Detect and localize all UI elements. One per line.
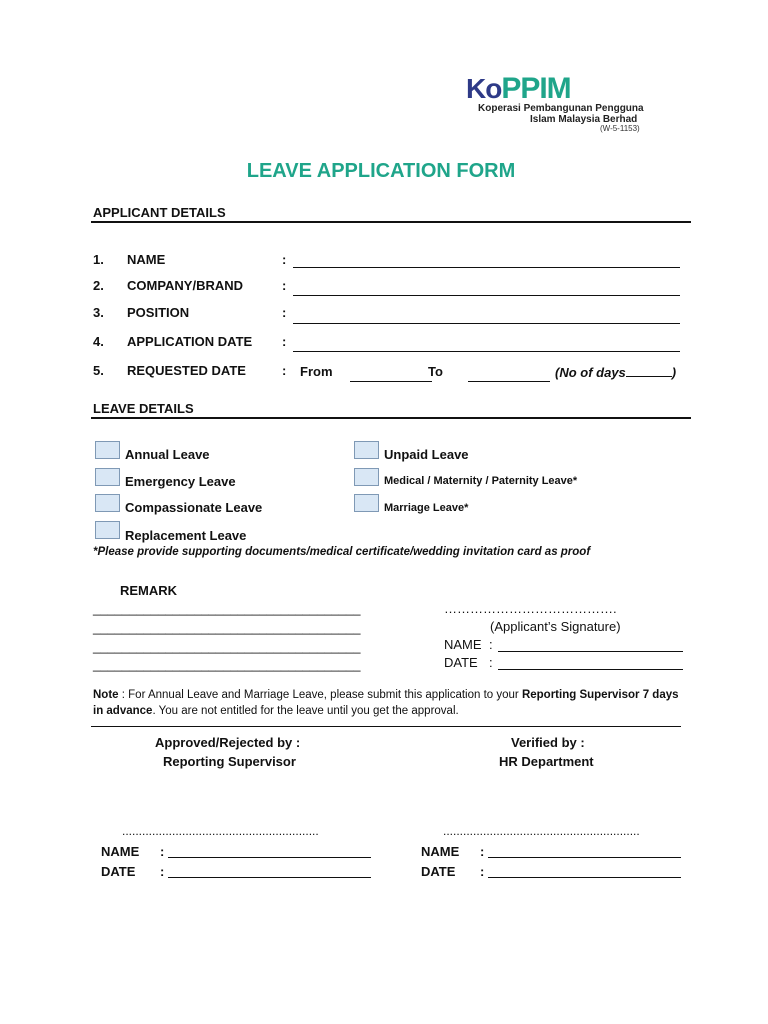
leave-heading: LEAVE DETAILS: [93, 401, 194, 416]
to-date-field[interactable]: [468, 381, 550, 382]
row-colon-3: :: [282, 305, 287, 320]
remark-line-3[interactable]: _____________________________________: [93, 639, 361, 654]
medical-leave-label: Medical / Maternity / Paternity Leave*: [384, 475, 578, 487]
note-text-1: : For Annual Leave and Marriage Leave, please submit this application to your: [118, 689, 522, 701]
remark-heading: REMARK: [120, 583, 178, 598]
from-label: From: [300, 364, 333, 379]
application-date-field[interactable]: [293, 351, 680, 352]
unpaid-leave-checkbox[interactable]: [354, 441, 379, 459]
marriage-leave-label: Marriage Leave*: [384, 502, 469, 514]
to-label: To: [428, 364, 443, 379]
row-colon-5: :: [282, 363, 287, 378]
logo-line2: Islam Malaysia Berhad: [530, 114, 638, 125]
remark-line-4[interactable]: _____________________________________: [93, 657, 361, 672]
supervisor-date-field[interactable]: [168, 877, 371, 878]
replacement-leave-checkbox[interactable]: [95, 521, 120, 539]
note-text-2: . You are not entitled for the leave until you get the approval.: [152, 705, 459, 717]
company-label: COMPANY/BRAND: [127, 278, 244, 293]
position-label: POSITION: [127, 305, 190, 320]
signature-name-field[interactable]: [498, 651, 683, 652]
name-label: NAME: [127, 252, 166, 267]
replacement-leave-label: Replacement Leave: [125, 528, 247, 543]
emergency-leave-label: Emergency Leave: [125, 474, 236, 489]
signature-dots[interactable]: ………………………………….: [444, 601, 617, 616]
note-bold-2: in advance: [93, 705, 153, 717]
note-paragraph: [93, 687, 693, 719]
logo-line1: Koperasi Pembangunan Pengguna: [478, 103, 644, 114]
compassionate-leave-checkbox[interactable]: [95, 494, 120, 512]
note-bold-1: Reporting Supervisor 7 days: [521, 689, 679, 701]
emergency-leave-checkbox[interactable]: [95, 468, 120, 486]
hr-date-label: DATE: [421, 864, 456, 879]
hr-name-field[interactable]: [488, 857, 681, 858]
row-colon-2: :: [282, 278, 287, 293]
row-num-3: 3.: [93, 305, 104, 320]
hr-department-label: HR Department: [499, 754, 594, 769]
company-field[interactable]: [293, 295, 680, 296]
hr-signature-dots[interactable]: ...........................................................: [443, 824, 640, 838]
note-label: Note: [93, 689, 119, 701]
verified-by-title: Verified by :: [511, 735, 585, 750]
row-num-1: 1.: [93, 252, 104, 267]
requested-date-label: REQUESTED DATE: [127, 363, 246, 378]
no-of-days-field[interactable]: [626, 364, 672, 377]
row-colon-1: :: [282, 252, 287, 267]
signature-date-field[interactable]: [498, 669, 683, 670]
signature-date-label: DATE: [444, 655, 478, 670]
row-num-2: 2.: [93, 278, 104, 293]
annual-leave-checkbox[interactable]: [95, 441, 120, 459]
row-num-4: 4.: [93, 334, 104, 349]
unpaid-leave-label: Unpaid Leave: [384, 447, 469, 462]
signature-name-label: NAME: [444, 637, 482, 652]
from-date-field[interactable]: [350, 381, 432, 382]
form-title: LEAVE APPLICATION FORM: [246, 160, 516, 182]
logo-ko: Ko: [466, 73, 502, 104]
signature-date-colon: :: [489, 655, 493, 670]
leave-footnote: *Please provide supporting documents/medical certificate/wedding invitation card as proof: [93, 546, 591, 558]
hr-date-colon: :: [480, 864, 485, 879]
no-of-days-label: [555, 364, 676, 380]
row-colon-4: :: [282, 334, 287, 349]
marriage-leave-checkbox[interactable]: [354, 494, 379, 512]
leave-heading-rule: [91, 417, 691, 419]
applicant-heading-rule: [91, 221, 691, 223]
note-rule: [91, 726, 681, 727]
row-num-5: 5.: [93, 363, 104, 378]
position-field[interactable]: [293, 323, 680, 324]
logo-reg: (W-5-1153): [600, 124, 640, 133]
supervisor-name-label: NAME: [101, 844, 140, 859]
annual-leave-label: Annual Leave: [125, 447, 210, 462]
compassionate-leave-label: Compassionate Leave: [125, 500, 263, 515]
supervisor-signature-dots[interactable]: ...........................................................: [122, 824, 319, 838]
remark-line-2[interactable]: _____________________________________: [93, 620, 361, 635]
signature-caption: (Applicant’s Signature): [490, 619, 621, 634]
applicant-heading: APPLICANT DETAILS: [93, 205, 226, 220]
supervisor-name-field[interactable]: [168, 857, 371, 858]
supervisor-name-colon: :: [160, 844, 165, 859]
hr-name-label: NAME: [421, 844, 460, 859]
reporting-supervisor-label: Reporting Supervisor: [163, 754, 296, 769]
logo-ppim: PPIM: [501, 72, 571, 105]
remark-line-1[interactable]: _____________________________________: [93, 601, 361, 616]
supervisor-date-label: DATE: [101, 864, 136, 879]
no-of-days-suffix: ): [671, 365, 677, 380]
application-date-label: APPLICATION DATE: [127, 334, 253, 349]
supervisor-date-colon: :: [160, 864, 165, 879]
koppim-logo: [466, 72, 656, 132]
name-field[interactable]: [293, 267, 680, 268]
hr-date-field[interactable]: [488, 877, 681, 878]
hr-name-colon: :: [480, 844, 485, 859]
approved-by-title: Approved/Rejected by :: [155, 735, 301, 750]
medical-leave-checkbox[interactable]: [354, 468, 379, 486]
signature-name-colon: :: [489, 637, 493, 652]
no-of-days-prefix: (No of days: [555, 365, 626, 380]
